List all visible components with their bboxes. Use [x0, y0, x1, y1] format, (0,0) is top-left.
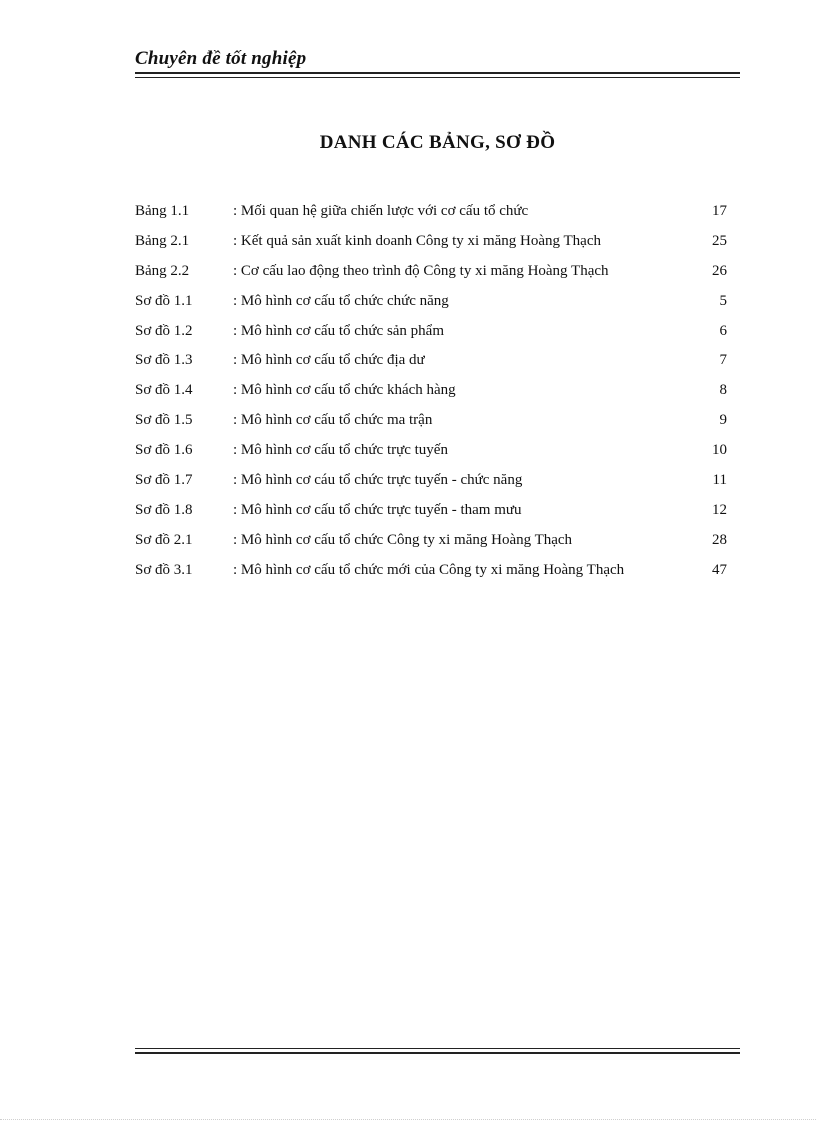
- toc-entry-description: : Mối quan hệ giữa chiến lược với cơ cấu tổ chức: [233, 203, 529, 219]
- toc-entry-so-do-3-1: [135, 560, 735, 590]
- toc-entry-page: 26: [712, 262, 727, 279]
- toc-entry-label: Bảng 2.2: [135, 262, 190, 279]
- page-title: DANH CÁC BẢNG, SƠ ĐỒ: [319, 132, 556, 153]
- footer-double-rule: [135, 1048, 740, 1054]
- toc-entry-label: Sơ đồ 1.5: [135, 412, 193, 429]
- toc-entry-description: : Mô hình cơ cấu tổ chức địa dư: [233, 352, 425, 369]
- toc-entry-so-do-1-6: [135, 440, 735, 470]
- toc-entry-page: 28: [712, 531, 727, 548]
- toc-entry-description: : Mô hình cơ cấu tổ chức sản phẩm: [233, 322, 445, 339]
- toc-entry-so-do-1-4: [135, 380, 735, 410]
- toc-entry-label: Sơ đồ 1.7: [135, 472, 193, 489]
- toc-entry-description: : Kết quả sản xuất kinh doanh Công ty xi măng Hoàng Thạch: [233, 232, 601, 249]
- toc-entry-page: 11: [712, 472, 727, 489]
- toc-entry-label: Sơ đồ 1.6: [135, 442, 193, 459]
- toc-entry-bang-2-1: [135, 231, 735, 261]
- toc-entry-description: : Mô hình cơ cấu tổ chức chức năng: [233, 292, 449, 309]
- toc-entry-page: 5: [719, 292, 727, 309]
- toc-entry-so-do-1-8: [135, 500, 735, 530]
- toc-entry-description: : Mô hình cơ cấu tổ chức ma trận: [233, 412, 433, 429]
- toc-entry-label: Sơ đồ 3.1: [135, 561, 193, 578]
- toc-entry-so-do-1-3: [135, 350, 735, 380]
- toc-entry-description: : Mô hình cơ cấu tổ chức khách hàng: [233, 382, 456, 399]
- toc-entry-description: : Mô hình cơ cáu tổ chức trực tuyến - chức năng: [233, 472, 523, 489]
- page-edge-dotted-line: [0, 1119, 816, 1120]
- toc-entry-label: Sơ đồ 2.1: [135, 531, 193, 548]
- toc-entry-page: 10: [712, 442, 727, 459]
- toc-entry-label: Bảng 2.1: [135, 232, 190, 249]
- toc-entry-so-do-1-2: [135, 321, 735, 351]
- table-of-figures: [135, 201, 735, 590]
- toc-entry-label: Sơ đồ 1.3: [135, 352, 193, 369]
- toc-entry-description: : Mô hình cơ cấu tổ chức Công ty xi măng Hoàng Thạch: [233, 531, 573, 548]
- toc-entry-page: 7: [719, 352, 727, 369]
- toc-entry-label: Bảng 1.1: [135, 203, 190, 219]
- toc-entry-page: 25: [712, 232, 727, 249]
- header-double-rule: [135, 72, 740, 78]
- toc-entry-so-do-2-1: [135, 530, 735, 560]
- toc-entry-description: : Mô hình cơ cấu tổ chức trực tuyến - tham mưu: [233, 501, 522, 518]
- toc-entry-so-do-1-1: [135, 291, 735, 321]
- toc-entry-page: 8: [719, 382, 727, 399]
- toc-entry-description: : Mô hình cơ cấu tổ chức trực tuyến: [233, 442, 448, 459]
- toc-entry-page: 9: [719, 412, 727, 429]
- toc-entry-bang-1-1: [135, 201, 735, 231]
- toc-entry-bang-2-2: [135, 261, 735, 291]
- document-header-title: Chuyên đề tốt nghiệp: [135, 48, 307, 69]
- toc-entry-label: Sơ đồ 1.2: [135, 322, 193, 339]
- toc-entry-label: Sơ đồ 1.4: [135, 382, 193, 399]
- toc-entry-label: Sơ đồ 1.8: [135, 501, 193, 518]
- toc-entry-so-do-1-7: [135, 470, 735, 500]
- toc-entry-page: 12: [712, 501, 727, 518]
- toc-entry-page: 17: [712, 203, 727, 219]
- toc-entry-description: : Mô hình cơ cấu tổ chức mới của Công ty xi măng Hoàng Thạch: [233, 561, 625, 578]
- toc-entry-page: 47: [712, 561, 727, 578]
- toc-entry-so-do-1-5: [135, 410, 735, 440]
- toc-entry-page: 6: [719, 322, 727, 339]
- toc-entry-label: Sơ đồ 1.1: [135, 292, 193, 309]
- toc-entry-description: : Cơ cấu lao động theo trình độ Công ty xi măng Hoàng Thạch: [233, 262, 609, 279]
